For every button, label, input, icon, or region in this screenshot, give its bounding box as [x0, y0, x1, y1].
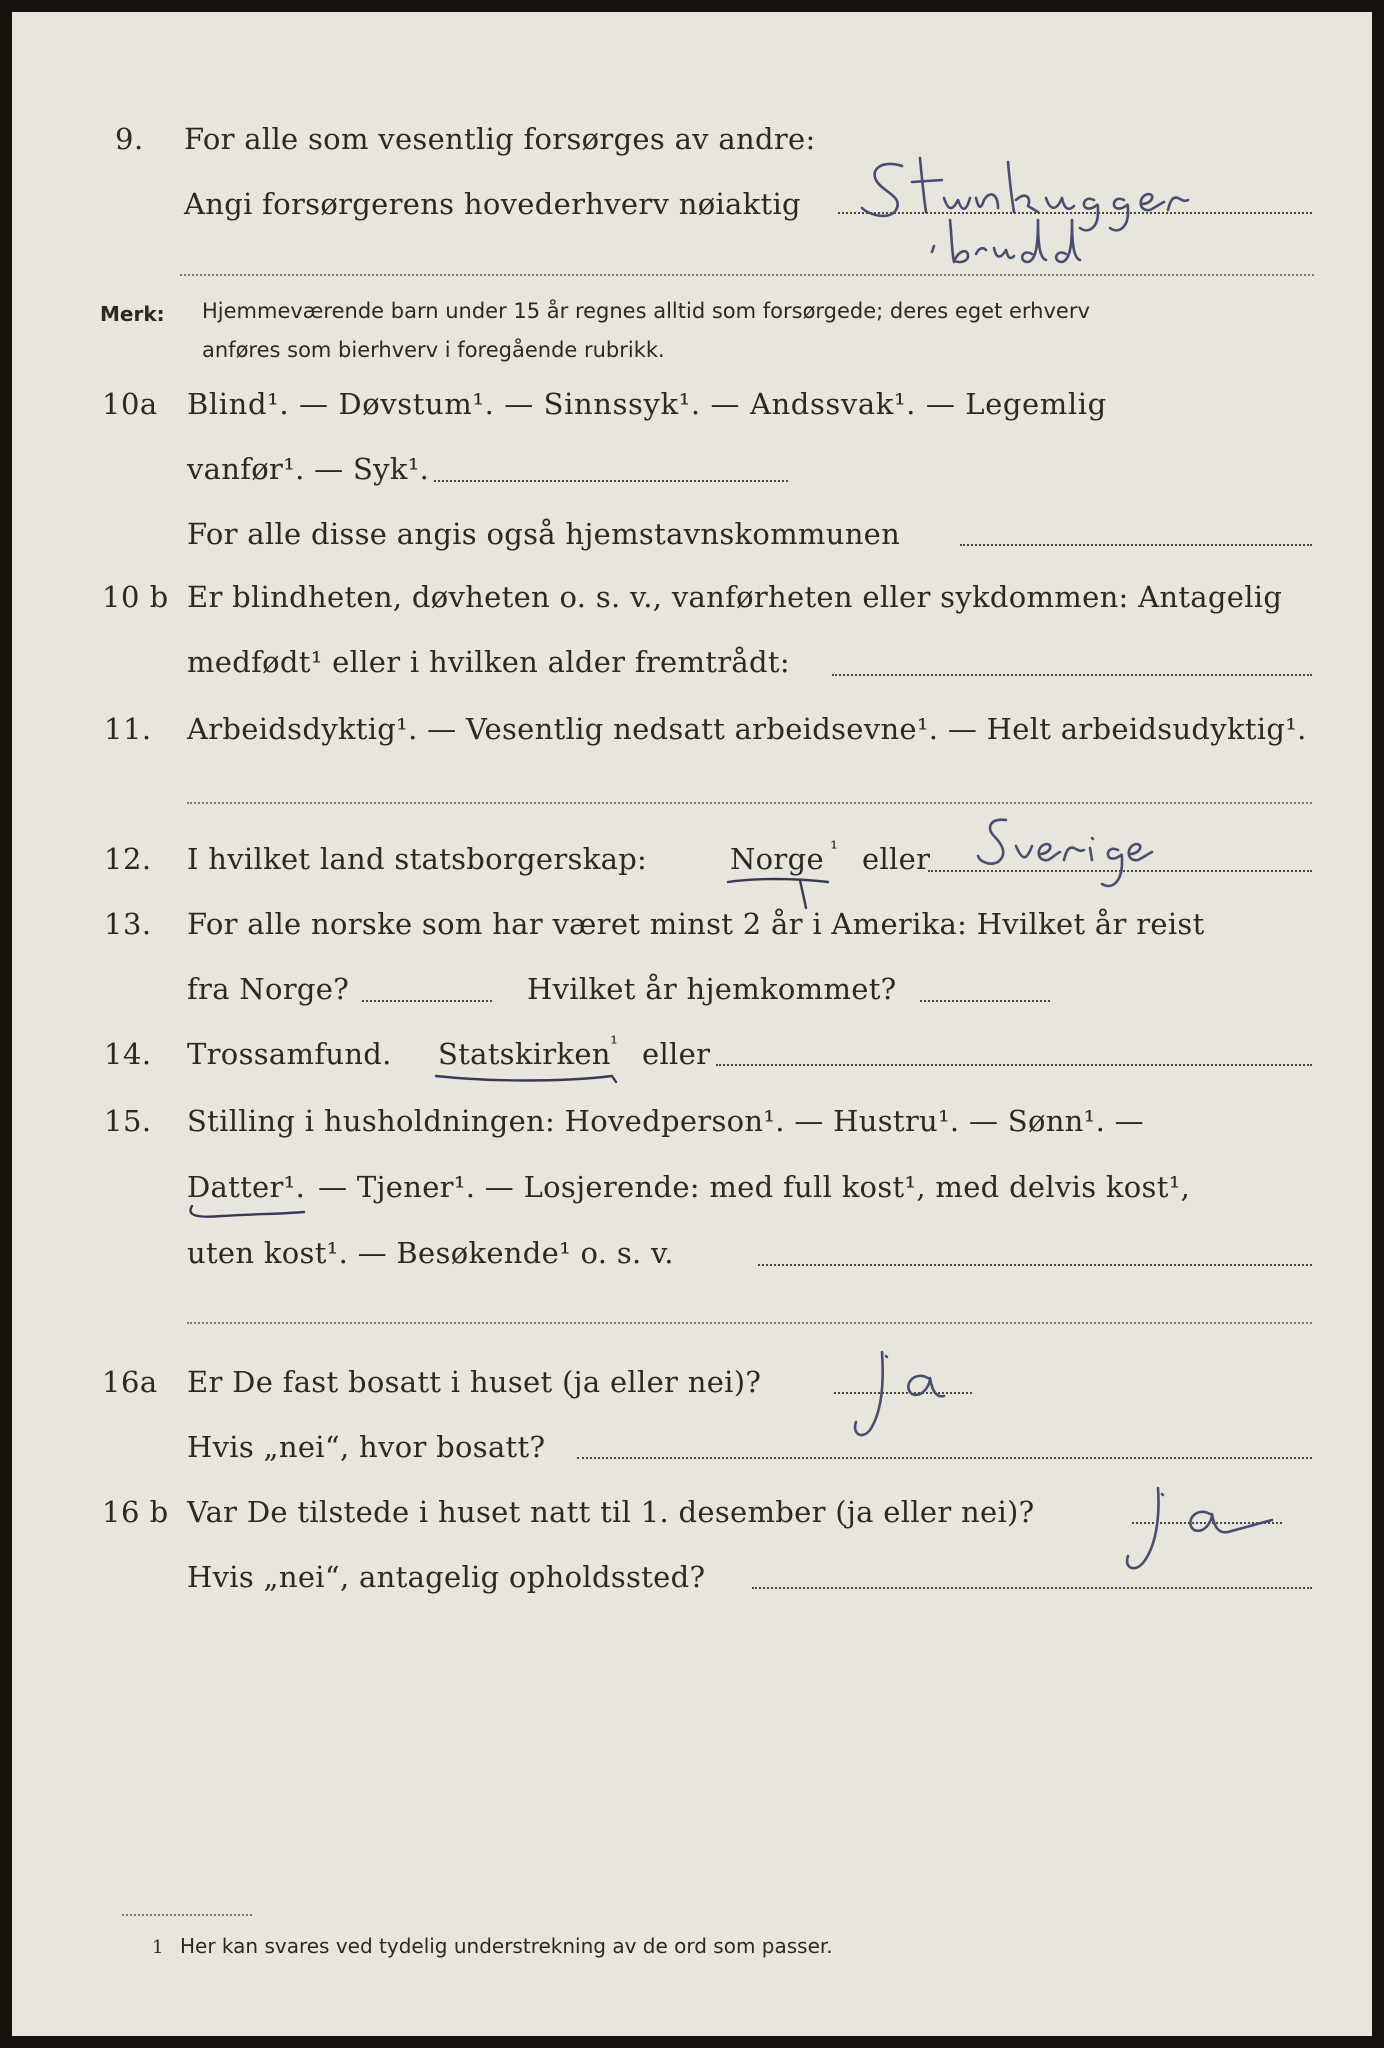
q10a-line2: vanfør¹. — Syk¹. — [187, 452, 430, 486]
q16b-line1: Var De tilstede i huset natt til 1. desember (ja eller nei)? — [187, 1495, 1035, 1529]
q15-answer-line[interactable] — [758, 1264, 1312, 1266]
q9-handwritten-answer — [832, 150, 1302, 280]
q10a-syk-line[interactable] — [434, 480, 788, 482]
q13-reist-line[interactable] — [362, 1000, 492, 1002]
q12-number: 12. — [104, 842, 152, 876]
merk-line2: anføres som bierhverv i foregående rubrikk. — [202, 338, 665, 362]
q15-line1: Stilling i husholdningen: Hovedperson¹. — Hustru¹. — Sønn¹. — — [187, 1104, 1144, 1138]
merk-line1: Hjemmeværende barn under 15 år regnes alltid som forsørgede; deres eget erhverv — [202, 299, 1090, 323]
q12-norge: Norge — [730, 842, 824, 876]
q10b-line1: Er blindheten, døvheten o. s. v., vanførheten eller sykdommen: Antagelig — [187, 580, 1283, 614]
q13-hjemkommet-line[interactable] — [920, 1000, 1050, 1002]
q10a-hjemstavn-line[interactable] — [960, 544, 1312, 546]
q12-sup: ¹ — [830, 836, 839, 860]
q15-datter: Datter¹. — [187, 1170, 306, 1204]
q16b-handwritten-answer — [1102, 1478, 1282, 1588]
q15-line2: — Tjener¹. — Losjerende: med full kost¹, med delvis kost¹, — [318, 1170, 1191, 1204]
q11-answer-line[interactable] — [187, 802, 1312, 804]
q15-extra-line[interactable] — [187, 1322, 1312, 1324]
q10b-answer-line[interactable] — [832, 674, 1312, 676]
q15-datter-underline — [182, 1202, 312, 1232]
q13-line2a: fra Norge? — [187, 972, 350, 1006]
q16b-line2: Hvis „nei“, antagelig opholdssted? — [187, 1560, 706, 1594]
merk-label: Merk: — [100, 302, 165, 326]
q16a-line1: Er De fast bosatt i huset (ja eller nei)? — [187, 1365, 762, 1399]
q10a-line3: For alle disse angis også hjemstavnskommunen — [187, 517, 901, 551]
q16a-bosatt-line[interactable] — [577, 1457, 1312, 1459]
q10b-number: 10 b — [102, 580, 169, 614]
footnote-mark: 1 — [152, 1937, 164, 1958]
q9-line2: Angi forsørgerens hovederhverv nøiaktig — [184, 187, 801, 221]
footnote-text: Her kan svares ved tydelig understrekning av de ord som passer. — [180, 1934, 833, 1958]
q14-number: 14. — [104, 1037, 152, 1071]
q11-line1: Arbeidsdyktig¹. — Vesentlig nedsatt arbeidsevne¹. — Helt arbeidsudyktig¹. — [187, 712, 1307, 746]
separator-after-q9 — [180, 274, 1314, 276]
q14-statskirken: Statskirken — [438, 1037, 611, 1071]
q10b-line2: medfødt¹ eller i hvilken alder fremtrådt: — [187, 645, 790, 679]
q16a-line2: Hvis „nei“, hvor bosatt? — [187, 1430, 546, 1464]
q10a-line1: Blind¹. — Døvstum¹. — Sinnssyk¹. — Andssvak¹. — Legemlig — [187, 387, 1107, 421]
q12-handwritten-answer — [972, 812, 1192, 902]
q13-line1: For alle norske som har været minst 2 år i Amerika: Hvilket år reist — [187, 907, 1205, 941]
q14-post: eller — [642, 1037, 711, 1071]
q14-statskirken-underline — [432, 1070, 622, 1090]
census-form-page — [12, 12, 1372, 2036]
q14-sup: ¹ — [610, 1031, 619, 1055]
q14-pre: Trossamfund. — [187, 1037, 392, 1071]
q13-number: 13. — [104, 907, 152, 941]
q16b-number: 16 b — [102, 1495, 169, 1529]
footnote-rule — [122, 1914, 252, 1916]
q14-answer-line[interactable] — [716, 1064, 1312, 1066]
q12-post: eller — [862, 842, 931, 876]
q15-line3: uten kost¹. — Besøkende¹ o. s. v. — [187, 1236, 674, 1270]
q16b-opholdssted-line[interactable] — [752, 1587, 1312, 1589]
q15-number: 15. — [104, 1104, 152, 1138]
q12-pre: I hvilket land statsborgerskap: — [187, 842, 648, 876]
q16a-handwritten-answer — [832, 1342, 982, 1452]
q9-line1: For alle som vesentlig forsørges av andre: — [184, 122, 816, 156]
q9-number: 9. — [115, 122, 144, 156]
q13-line2b: Hvilket år hjemkommet? — [527, 972, 897, 1006]
q11-number: 11. — [104, 712, 152, 746]
q10a-number: 10a — [102, 387, 158, 421]
q16a-number: 16a — [102, 1365, 158, 1399]
